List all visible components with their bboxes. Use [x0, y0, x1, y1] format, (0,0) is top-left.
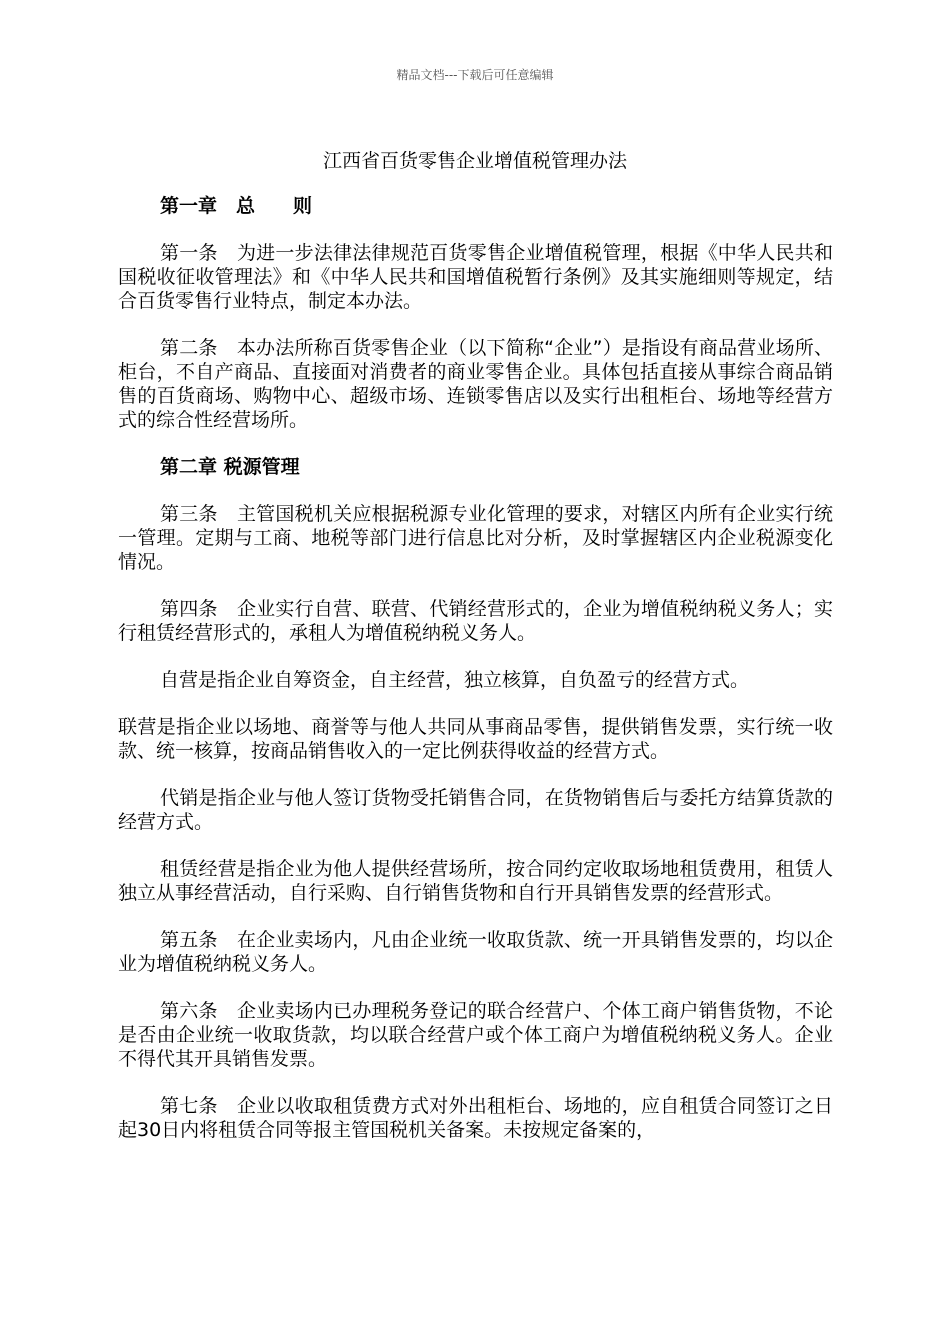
article-paragraph: 第六条 企业卖场内已办理税务登记的联合经营户、个体工商户销售货物，不论是否由企业统一收取货款，均以联合经营户或个体工商户为增值税纳税义务人。企业不得代其开具销售发票。	[118, 1000, 833, 1070]
definition-paragraph: 联营是指企业以场地、商誉等与他人共同从事商品零售，提供销售发票，实行统一收款、统一核算，按商品销售收入的一定比例获得收益的经营方式。	[118, 716, 833, 762]
document-body	[118, 194, 833, 1165]
document-title: 江西省百货零售企业增值税管理办法	[322, 150, 627, 172]
article-paragraph: 第二条 本办法所称百货零售企业（以下简称“企业”）是指设有商品营业场所、柜台，不自产商品、直接面对消费者的商业零售企业。具体包括直接从事综合商品销售的百货商场、购物中心、超级市场、连锁零售店以及实行出租柜台、场地等经营方式的综合性经营场所。	[118, 337, 833, 431]
article-paragraph: 第七条 企业以收取租赁费方式对外出租柜台、场地的，应自租赁合同签订之日起30日内将租赁合同等报主管国税机关备案。未按规定备案的，	[118, 1095, 833, 1141]
definition-paragraph: 代销是指企业与他人签订货物受托销售合同，在货物销售后与委托方结算货款的经营方式。	[118, 787, 833, 833]
definition-paragraph: 租赁经营是指企业为他人提供经营场所，按合同约定收取场地租赁费用，租赁人独立从事经营活动，自行采购、自行销售货物和自行开具销售发票的经营形式。	[118, 858, 833, 904]
chapter-heading: 第二章 税源管理	[160, 456, 300, 478]
article-paragraph: 第四条 企业实行自营、联营、代销经营形式的，企业为增值税纳税义务人；实行租赁经营形式的，承租人为增值税纳税义务人。	[118, 598, 833, 644]
download-watermark: 精品文档---下载后可任意编辑	[396, 68, 554, 82]
article-paragraph: 第三条 主管国税机关应根据税源专业化管理的要求，对辖区内所有企业实行统一管理。定期与工商、地税等部门进行信息比对分析，及时掌握辖区内企业税源变化情况。	[118, 503, 833, 573]
chapter-heading: 第一章 总 则	[160, 195, 313, 217]
article-paragraph: 第一条 为进一步法律法律规范百货零售企业增值税管理，根据《中华人民共和国税收征收管理法》和《中华人民共和国增值税暂行条例》及其实施细则等规定，结合百货零售行业特点，制定本办法。	[118, 242, 833, 312]
definition-paragraph: 自营是指企业自筹资金，自主经营，独立核算，自负盈亏的经营方式。	[160, 669, 750, 691]
article-paragraph: 第五条 在企业卖场内，凡由企业统一收取货款、统一开具销售发票的，均以企业为增值税纳税义务人。	[118, 929, 833, 975]
